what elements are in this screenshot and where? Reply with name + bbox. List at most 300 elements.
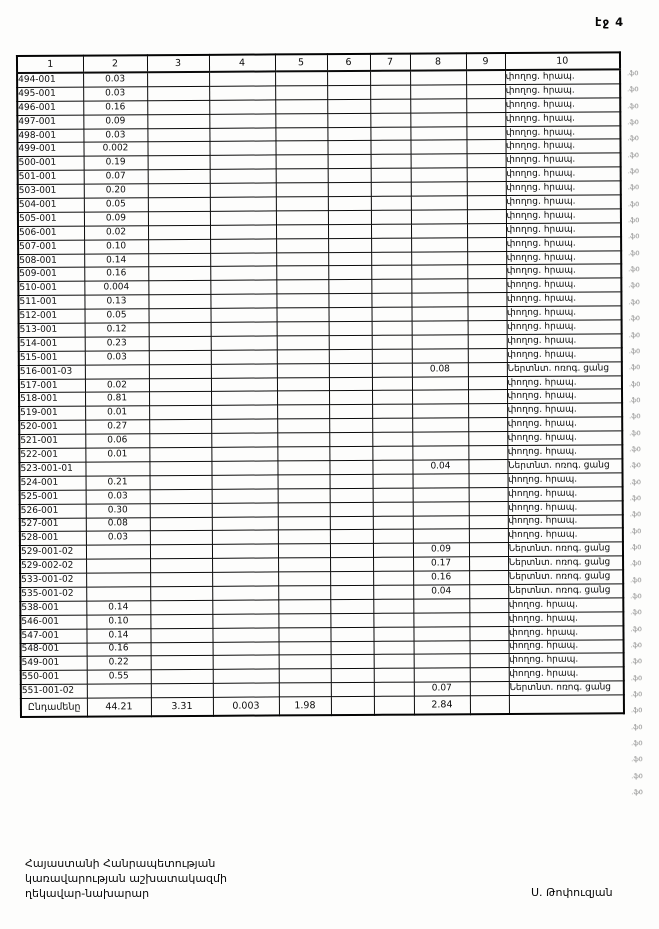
- cell-col3: [149, 406, 211, 420]
- cell-col4: [210, 280, 276, 294]
- total-col9: [470, 696, 509, 715]
- cell-col6: [329, 405, 372, 419]
- cell-col4: [211, 336, 277, 350]
- cell-col7: [371, 154, 411, 168]
- margin-annotations: [624, 69, 652, 805]
- cell-col3: [147, 100, 209, 114]
- cell-col3: [148, 183, 210, 197]
- cell-col3: [148, 295, 210, 309]
- cell-col6: [329, 432, 372, 446]
- cell-col6: [330, 474, 373, 488]
- cell-col3: [149, 336, 211, 350]
- cell-col4: [212, 516, 278, 530]
- cell-col6: [330, 502, 373, 516]
- margin-mark: .ֆ0: [629, 461, 641, 470]
- cell-col9: [468, 404, 507, 418]
- cell-col3: [147, 72, 209, 87]
- cell-col6: [328, 280, 371, 294]
- cell-col9: [469, 515, 508, 529]
- cell-col4: [209, 141, 275, 155]
- cell-col5: [277, 336, 329, 350]
- cell-col4: [212, 489, 278, 503]
- cell-col5: [275, 141, 327, 155]
- cell-land-type: փողոց. հրապ.: [509, 639, 624, 654]
- cell-col7: [370, 113, 410, 127]
- cell-col6: [328, 210, 371, 224]
- total-col2: 44.21: [87, 698, 151, 717]
- cell-col6: [329, 377, 372, 391]
- margin-mark: .ֆ0: [628, 248, 640, 258]
- cell-col9: [466, 126, 505, 140]
- cell-col3: [147, 142, 209, 156]
- column-header: 5: [275, 54, 327, 71]
- cell-parcel-id: 507-001: [18, 240, 84, 254]
- cell-col8: [410, 70, 466, 85]
- cell-col8: [410, 112, 466, 126]
- column-header: 1: [17, 56, 83, 73]
- cell-col5: [278, 613, 330, 627]
- cell-land-type: փողոց. հրապ.: [508, 473, 623, 488]
- cell-col7: [372, 335, 412, 349]
- cell-col3: [148, 239, 210, 253]
- cell-col3: [148, 267, 210, 281]
- cell-parcel-id: 550-001: [21, 670, 87, 684]
- margin-mark: .ֆ0: [627, 118, 639, 127]
- cell-col8: [413, 612, 469, 626]
- cell-col4: [211, 391, 277, 405]
- total-col5: 1.98: [279, 697, 331, 716]
- margin-mark: .ֆ0: [630, 641, 643, 650]
- cell-parcel-id: 514-001: [19, 337, 85, 351]
- cell-col5: [275, 99, 327, 113]
- margin-mark: .ֆ0: [630, 706, 643, 715]
- cell-parcel-id: 513-001: [19, 323, 85, 337]
- cell-parcel-id: 547-001: [20, 629, 86, 643]
- cell-col7: [371, 168, 411, 182]
- cell-col9: [466, 70, 505, 85]
- margin-mark: .ֆ0: [627, 150, 640, 159]
- cell-land-type: փողոց. հրապ.: [508, 598, 623, 613]
- cell-land-type: փողոց. հրապ.: [507, 375, 622, 390]
- cell-col5: [276, 197, 328, 211]
- cell-land-type: փողոց. հրապ.: [506, 167, 621, 182]
- cell-col5: [277, 405, 329, 419]
- cell-parcel-id: 524-001: [20, 476, 86, 490]
- cell-parcel-id: 516-001-03: [19, 365, 85, 379]
- cell-col8: [411, 210, 467, 224]
- cell-col8: [410, 99, 466, 113]
- cell-col2: 0.08: [86, 517, 150, 531]
- cell-parcel-id: 529-002-02: [20, 559, 86, 573]
- cell-col8: [410, 140, 466, 154]
- cell-col5: [278, 558, 330, 572]
- cell-col8: [413, 487, 469, 501]
- cell-col5: [279, 641, 331, 655]
- cell-land-type: Ներտնտ. ոռոգ. ցանց: [507, 362, 622, 377]
- cell-land-type: Ներտնտ. ոռոգ. ցանց: [507, 459, 622, 474]
- cell-parcel-id: 509-001: [18, 268, 84, 282]
- cell-col9: [469, 557, 508, 571]
- cell-col4: [209, 127, 275, 141]
- margin-mark: .ֆ0: [627, 199, 640, 209]
- page-number: էջ 4: [595, 15, 625, 29]
- cell-col2: 0.13: [84, 295, 148, 309]
- cell-col5: [278, 474, 330, 488]
- cell-col2: 0.12: [85, 323, 149, 337]
- cell-col9: [469, 626, 508, 640]
- margin-mark: .ֆ0: [627, 134, 639, 143]
- cell-col5: [277, 322, 329, 336]
- margin-mark: .ֆ0: [628, 232, 640, 241]
- cell-col3: [148, 156, 210, 170]
- cell-col6: [329, 391, 372, 405]
- cell-col4: [212, 544, 278, 558]
- cell-col8: [414, 668, 470, 682]
- margin-mark: .ֆ0: [629, 396, 641, 405]
- cell-col8: [412, 349, 468, 363]
- cell-parcel-id: 503-001: [18, 184, 84, 198]
- cell-col6: [328, 182, 371, 196]
- cell-col7: [373, 571, 413, 585]
- cell-col9: [467, 237, 506, 251]
- cell-col2: 0.03: [83, 87, 147, 101]
- cell-col3: [151, 656, 213, 670]
- margin-mark: .ֆ0: [628, 363, 641, 372]
- cell-col3: [150, 614, 212, 628]
- cell-parcel-id: 535-001-02: [20, 587, 86, 601]
- cell-col5: [279, 683, 331, 697]
- cell-col9: [468, 348, 507, 362]
- cell-col3: [148, 211, 210, 225]
- cell-col7: [374, 655, 414, 669]
- cell-land-type: փողոց. հրապ.: [507, 403, 622, 418]
- cell-col3: [150, 558, 212, 572]
- cell-col8: [412, 335, 468, 349]
- cell-col2: 0.16: [84, 267, 148, 281]
- cell-col3: [148, 197, 210, 211]
- cell-col7: [371, 307, 411, 321]
- cell-col8: [412, 321, 468, 335]
- cell-col4: [210, 169, 276, 183]
- cell-parcel-id: 510-001: [18, 281, 84, 295]
- cell-col2: 0.20: [84, 184, 148, 198]
- cell-col5: [278, 516, 330, 530]
- cell-land-type: փողոց. հրապ.: [508, 625, 623, 640]
- cell-col3: [150, 628, 212, 642]
- cell-col9: [469, 487, 508, 501]
- cell-land-type: փողոց. հրապ.: [506, 223, 621, 238]
- margin-mark: .ֆ0: [627, 85, 639, 94]
- cell-parcel-id: 526-001: [20, 504, 86, 518]
- cell-col9: [469, 584, 508, 598]
- cell-col7: [372, 377, 412, 391]
- margin-mark: .ֆ0: [629, 543, 642, 552]
- cell-land-type: փողոց. հրապ.: [505, 69, 620, 84]
- cell-col4: [213, 669, 279, 683]
- cell-col3: [150, 600, 212, 614]
- cell-col7: [372, 418, 412, 432]
- cell-col8: [412, 418, 468, 432]
- cell-col2: [86, 587, 150, 601]
- cell-col5: [276, 155, 328, 169]
- margin-mark: .ֆ0: [630, 592, 642, 601]
- cell-col6: [328, 294, 371, 308]
- cell-col9: [468, 334, 507, 348]
- cell-col8: [412, 432, 468, 446]
- cell-land-type: փողոց. հրապ.: [506, 195, 621, 210]
- cell-col2: 0.01: [85, 406, 149, 420]
- column-header: 3: [147, 55, 209, 72]
- cell-col5: [277, 419, 329, 433]
- cell-parcel-id: 495-001: [17, 87, 83, 101]
- cell-col7: [374, 641, 414, 655]
- cell-col9: [469, 529, 508, 543]
- cell-col5: [276, 183, 328, 197]
- cell-col6: [327, 99, 370, 113]
- cell-col4: [212, 503, 278, 517]
- cell-col3: [151, 642, 213, 656]
- cell-col5: [276, 169, 328, 183]
- cell-col8: 0.04: [413, 585, 469, 599]
- cell-col5: [278, 572, 330, 586]
- cell-col4: [209, 71, 275, 86]
- cell-land-type: փողոց. հրապ.: [506, 250, 621, 265]
- cell-col5: [276, 266, 328, 280]
- cell-col8: 0.09: [413, 543, 469, 557]
- cell-col4: [211, 322, 277, 336]
- cell-parcel-id: 549-001: [21, 656, 87, 670]
- cell-col9: [469, 612, 508, 626]
- cell-col8: [412, 376, 468, 390]
- cell-land-type: փողոց. հրապ.: [505, 111, 620, 126]
- cell-col2: 0.10: [84, 239, 148, 253]
- cell-col5: [277, 447, 329, 461]
- cell-col5: [277, 433, 329, 447]
- total-col7: [374, 696, 414, 715]
- cell-land-type: փողոց. հրապ.: [506, 306, 621, 321]
- cell-col6: [327, 85, 370, 99]
- cell-col7: [371, 224, 411, 238]
- cell-col6: [328, 252, 371, 266]
- cell-col8: [411, 196, 467, 210]
- total-col3: 3.31: [151, 697, 213, 716]
- cell-col3: [150, 503, 212, 517]
- cell-col4: [211, 308, 277, 322]
- cell-parcel-id: 529-001-02: [20, 545, 86, 559]
- margin-mark: .ֆ0: [627, 167, 640, 176]
- cell-col9: [468, 362, 507, 376]
- cell-col3: [148, 281, 210, 295]
- margin-mark: .ֆ0: [629, 477, 642, 486]
- land-parcel-table: [16, 51, 625, 718]
- cell-col4: [213, 683, 279, 697]
- cell-col2: 0.22: [87, 656, 151, 670]
- cell-col2: 0.004: [84, 281, 148, 295]
- cell-col7: [370, 99, 410, 113]
- cell-col6: [330, 585, 373, 599]
- cell-col6: [329, 349, 372, 363]
- margin-mark: .ֆ0: [628, 347, 641, 356]
- margin-mark: .ֆ0: [628, 298, 640, 307]
- cell-col6: [329, 321, 372, 335]
- total-col8: 2.84: [414, 696, 470, 715]
- cell-col7: [373, 502, 413, 516]
- cell-col8: 0.16: [413, 571, 469, 585]
- cell-land-type: Ներտնտ. ոռոգ. ցանց: [509, 681, 624, 696]
- cell-land-type: փողոց. հրապ.: [506, 237, 621, 252]
- cell-col4: [211, 447, 277, 461]
- cell-col2: 0.03: [86, 531, 150, 545]
- cell-col7: [370, 71, 410, 86]
- cell-col9: [466, 98, 505, 112]
- cell-land-type: փողոց. հրապ.: [505, 98, 620, 113]
- cell-col2: 0.14: [86, 628, 150, 642]
- column-header: 2: [83, 55, 147, 72]
- cell-col6: [327, 127, 370, 141]
- cell-col7: [372, 349, 412, 363]
- cell-col3: [148, 253, 210, 267]
- column-header: 7: [370, 54, 410, 71]
- cell-col7: [373, 529, 413, 543]
- cell-land-type: փողոց. հրապ.: [507, 431, 622, 446]
- cell-col8: [411, 265, 467, 279]
- cell-col6: [330, 488, 373, 502]
- cell-col5: [276, 294, 328, 308]
- cell-col5: [278, 502, 330, 516]
- cell-col9: [468, 446, 507, 460]
- cell-parcel-id: 528-001: [20, 531, 86, 545]
- cell-col7: [372, 404, 412, 418]
- cell-land-type: փողոց. հրապ.: [507, 445, 622, 460]
- cell-col4: [211, 350, 277, 364]
- cell-col5: [278, 627, 330, 641]
- cell-parcel-id: 515-001: [19, 351, 85, 365]
- cell-land-type: փողոց. հրապ.: [508, 514, 623, 529]
- cell-parcel-id: 517-001: [19, 379, 85, 393]
- column-header: 6: [327, 54, 370, 71]
- cell-parcel-id: 519-001: [19, 406, 85, 420]
- cell-col8: [414, 654, 470, 668]
- cell-col2: 0.02: [84, 226, 148, 240]
- cell-col2: 0.16: [83, 100, 147, 114]
- cell-col8: 0.07: [414, 682, 470, 696]
- cell-col6: [330, 558, 373, 572]
- cell-col2: 0.21: [86, 476, 150, 490]
- cell-parcel-id: 521-001: [19, 434, 85, 448]
- cell-land-type: փողոց. հրապ.: [507, 320, 622, 335]
- cell-col2: 0.06: [85, 434, 149, 448]
- cell-col9: [470, 654, 509, 668]
- margin-mark: .ֆ0: [629, 445, 641, 454]
- cell-parcel-id: 512-001: [19, 309, 85, 323]
- cell-col2: 0.14: [86, 601, 150, 615]
- cell-col9: [466, 112, 505, 126]
- cell-col9: [469, 598, 508, 612]
- cell-land-type: փողոց. հրապ.: [506, 209, 621, 224]
- cell-col7: [371, 279, 411, 293]
- cell-col9: [467, 251, 506, 265]
- cell-col7: [371, 182, 411, 196]
- cell-col2: 0.05: [85, 309, 149, 323]
- cell-col4: [210, 225, 276, 239]
- cell-col8: [411, 251, 467, 265]
- cell-col6: [329, 446, 372, 460]
- margin-mark: .ֆ0: [629, 412, 641, 421]
- cell-col9: [467, 279, 506, 293]
- cell-col8: [411, 237, 467, 251]
- cell-col2: 0.03: [86, 489, 150, 503]
- cell-col8: 0.04: [412, 460, 468, 474]
- cell-col5: [275, 71, 327, 86]
- cell-col2: 0.55: [87, 670, 151, 684]
- cell-col4: [210, 211, 276, 225]
- cell-col4: [210, 197, 276, 211]
- margin-mark: .ֆ0: [630, 657, 643, 666]
- cell-land-type: փողոց. հրապ.: [506, 264, 621, 279]
- cell-parcel-id: 546-001: [20, 615, 86, 629]
- cell-col3: [147, 128, 209, 142]
- cell-col2: [85, 462, 149, 476]
- cell-col7: [372, 391, 412, 405]
- cell-col5: [276, 238, 328, 252]
- cell-col4: [213, 655, 279, 669]
- margin-mark: .ֆ0: [630, 608, 642, 617]
- cell-col3: [149, 322, 211, 336]
- cell-col4: [210, 266, 276, 280]
- cell-col8: 0.08: [412, 362, 468, 376]
- cell-col8: [412, 390, 468, 404]
- cell-col6: [330, 516, 373, 530]
- cell-parcel-id: 494-001: [17, 73, 83, 88]
- total-label: Ընդամենը: [21, 698, 87, 717]
- cell-col6: [330, 530, 373, 544]
- cell-col6: [328, 307, 371, 321]
- cell-col9: [467, 154, 506, 168]
- cell-col4: [211, 461, 277, 475]
- column-header: 4: [209, 54, 275, 71]
- cell-col4: [210, 294, 276, 308]
- cell-col5: [276, 252, 328, 266]
- cell-col7: [374, 668, 414, 682]
- cell-col2: 0.16: [87, 642, 151, 656]
- margin-mark: .ֆ0: [627, 183, 640, 192]
- cell-col6: [327, 71, 370, 86]
- cell-parcel-id: 508-001: [18, 254, 84, 268]
- cell-col7: [372, 321, 412, 335]
- cell-col9: [468, 390, 507, 404]
- cell-col2: 0.07: [84, 170, 148, 184]
- cell-col3: [149, 420, 211, 434]
- cell-col4: [212, 628, 278, 642]
- cell-col3: [149, 447, 211, 461]
- cell-col3: [148, 225, 210, 239]
- cell-land-type: փողոց. հրապ.: [506, 292, 621, 307]
- margin-mark: .ֆ0: [629, 494, 642, 503]
- margin-mark: .ֆ0: [629, 428, 641, 437]
- cell-land-type: փողոց. հրապ.: [508, 612, 623, 627]
- margin-mark: .ֆ0: [629, 510, 642, 519]
- cell-col5: [276, 280, 328, 294]
- cell-parcel-id: 527-001: [20, 518, 86, 532]
- cell-col3: [147, 114, 209, 128]
- cell-col3: [149, 433, 211, 447]
- margin-mark: .ֆ0: [630, 624, 642, 633]
- cell-col8: [410, 126, 466, 140]
- cell-col3: [149, 392, 211, 406]
- cell-col7: [373, 557, 413, 571]
- cell-col8: [413, 501, 469, 515]
- column-header: 10: [505, 52, 620, 70]
